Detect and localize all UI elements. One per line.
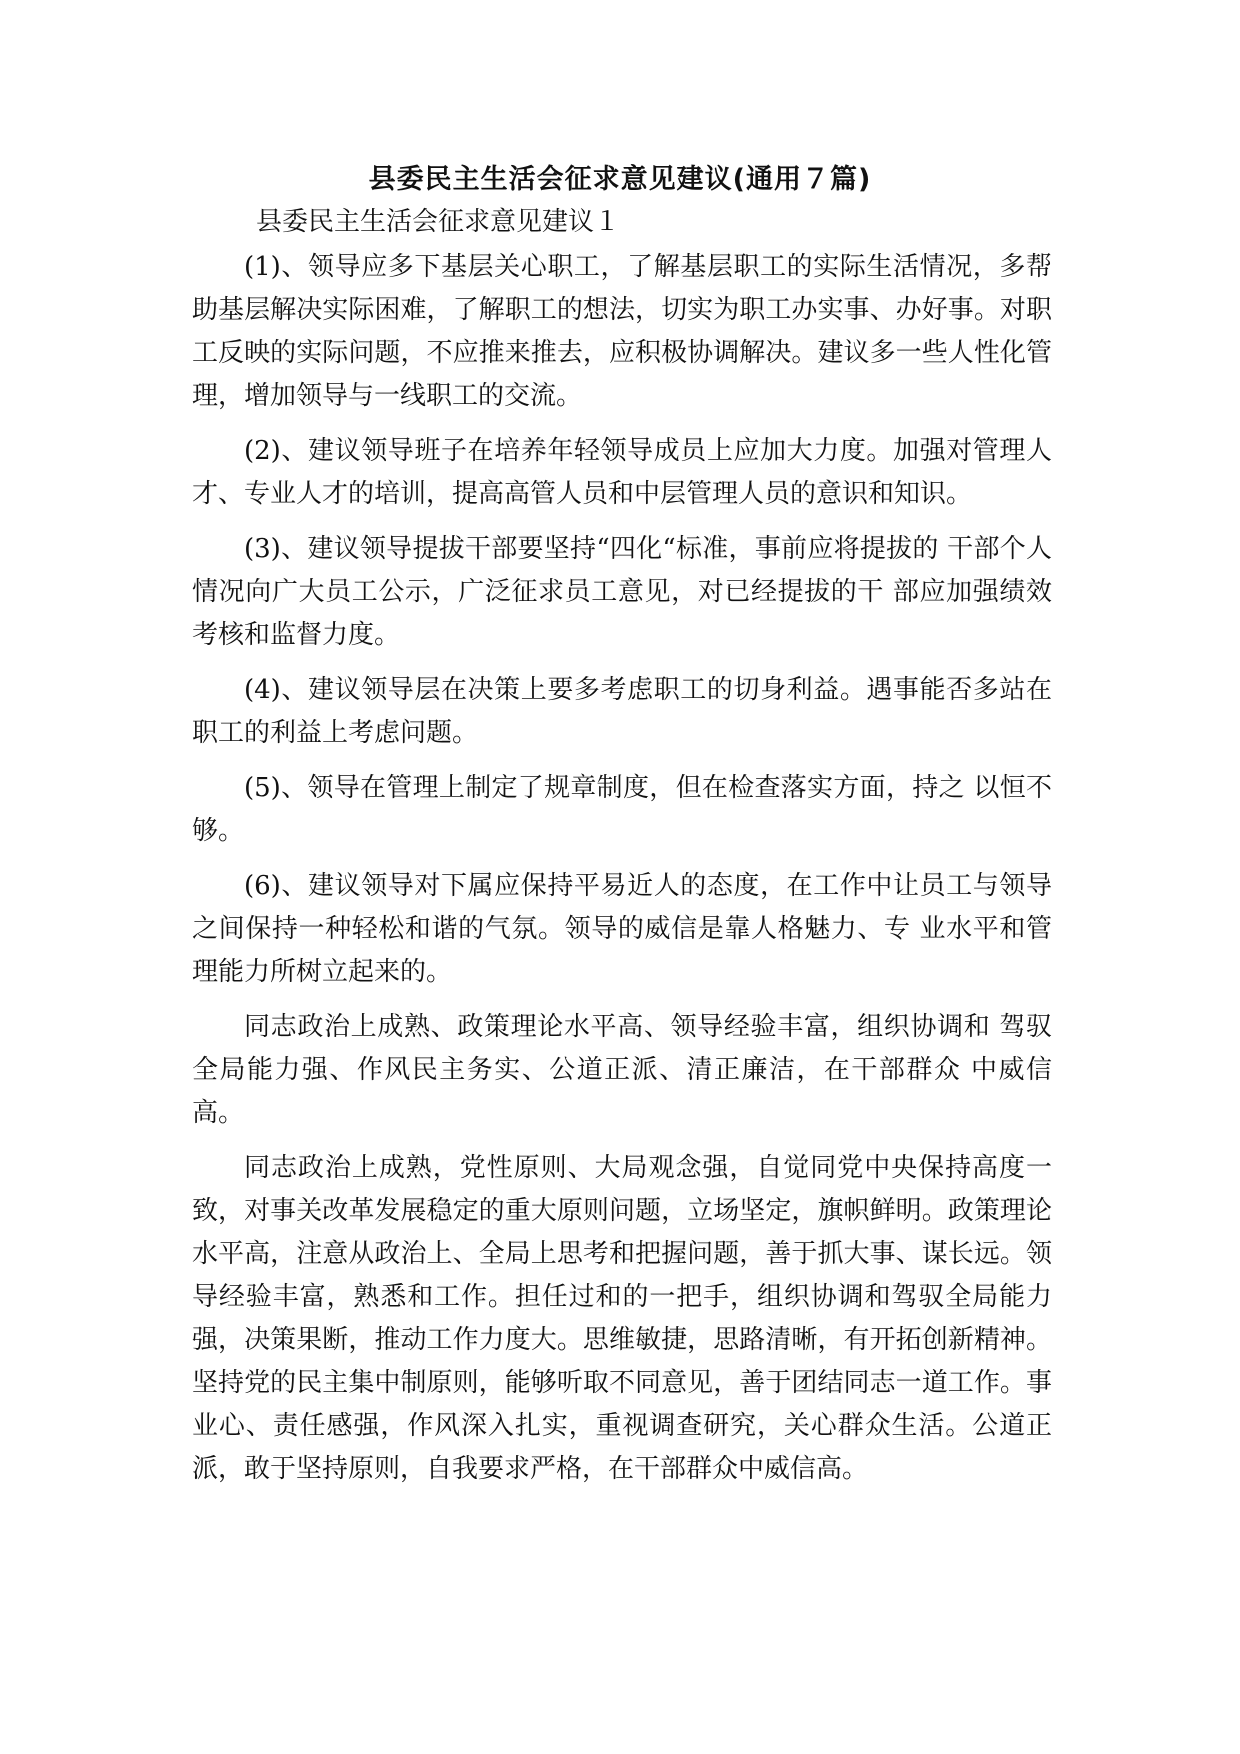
paragraph-7: 同志政治上成熟、政策理论水平高、领导经验丰富，组织协调和 驾驭全局能力强、作风民主务实、公道正派、清正廉洁，在干部群众 中威信高。 [192, 1012, 1052, 1128]
paragraph-3: (3)、建议领导提拔干部要坚持“四化“标准，事前应将提拔的 干部个人情况向广大员工公示，广泛征求员工意见，对已经提拔的干 部应加强绩效考核和监督力度。 [192, 534, 1052, 650]
document-title: 县委民主生活会征求意见建议(通用７篇) [368, 164, 872, 195]
paragraph-2: (2)、建议领导班子在培养年轻领导成员上应加大力度。加强对管理人才、专业人才的培训，提高高管人员和中层管理人员的意识和知识。 [192, 436, 1052, 509]
paragraph-1: (1)、领导应多下基层关心职工，了解基层职工的实际生活情况，多帮助基层解决实际困难，了解职工的想法，切实为职工办实事、办好事。对职工反映的实际问题，不应推来推去，应积极协调解决。建议多一些人性化管理，增加领导与一线职工的交流。 [192, 252, 1052, 411]
paragraph-4: (4)、建议领导层在决策上要多考虑职工的切身利益。遇事能否多站在职工的利益上考虑问题。 [192, 675, 1052, 748]
paragraph-8: 同志政治上成熟，党性原则、大局观念强，自觉同党中央保持高度一致，对事关改革发展稳定的重大原则问题，立场坚定，旗帜鲜明。政策理论水平高，注意从政治上、全局上思考和把握问题，善于抓大事、谋长远。领导经验丰富，熟悉和工作。担任过和的一把手，组织协调和驾驭全局能力强，决策果断，推动工作力度大。思维敏捷，思路清晰，有开拓创新精神。坚持党的民主集中制原则，能够听取不同意见，善于团结同志一道工作。事业心、责任感强，作风深入扎实，重视调查研究，关心群众生活。公道正派，敢于坚持原则，自我要求严格，在干部群众中威信高。 [192, 1153, 1052, 1484]
paragraph-5: (5)、领导在管理上制定了规章制度，但在检查落实方面，持之 以恒不够。 [192, 773, 1052, 846]
document-subtitle: 县委民主生活会征求意见建议１ [256, 207, 621, 237]
paragraph-6: (6)、建议领导对下属应保持平易近人的态度，在工作中让员工与领导之间保持一种轻松和谐的气氛。领导的威信是靠人格魅力、专 业水平和管理能力所树立起来的。 [192, 871, 1052, 987]
document-body [192, 246, 1052, 1503]
